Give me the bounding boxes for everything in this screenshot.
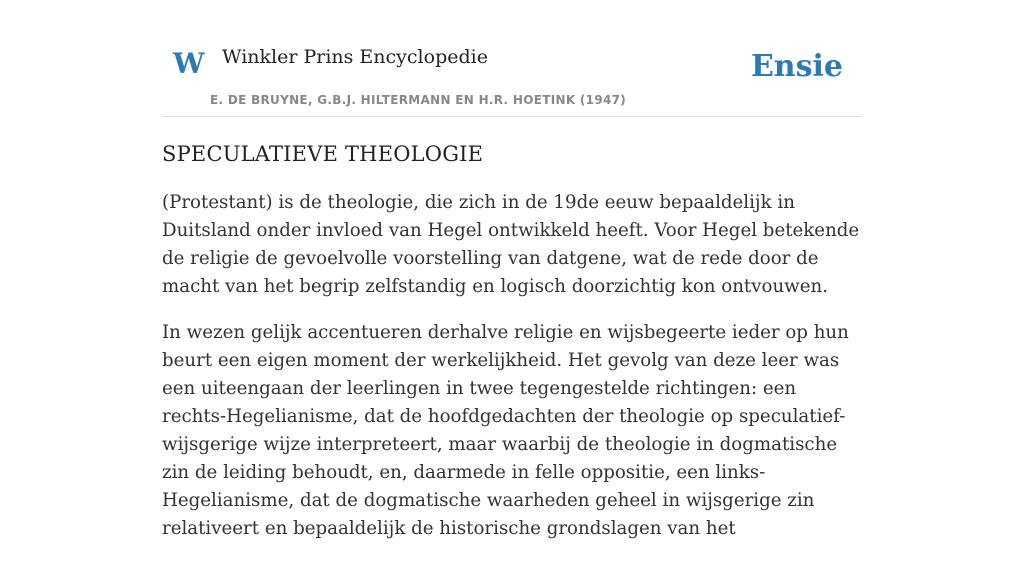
article-paragraph-2: In wezen gelijk accentueren derhalve religie en wijsbegeerte ieder op hun beurt een eigen moment der werkelijkheid. Het gevolg van deze leer was een uiteengaan der leerlingen in twee tegengestelde richtingen: een rechts-Hegelianisme, dat de hoofdgedachten der theologie op speculatief-wijsgerige wijze interpreteert, maar waarbij de theologie in dogmatische zin de leiding behoudt, en, daarmede in felle oppositie, een links-Hegelianisme, dat de dogmatische waarheden geheel in wijsgerige zin relativeert en bepaaldelijk de historische grondslagen van het bbox=[162, 322, 849, 540]
article bbox=[162, 140, 862, 561]
site-header bbox=[162, 0, 862, 117]
article-title: SPECULATIEVE THEOLOGIE bbox=[162, 142, 484, 166]
article-paragraph-1: (Protestant) is de theologie, die zich in de 19de eeuw bepaaldelijk in Duitsland onder invloed van Hegel ontwikkeld heeft. Voor Hegel betekende de religie de gevoelvolle voorstelling van datgene, wat de rede door de macht van het begrip zelfstandig en logisch doorzichtig kon ontvouwen. bbox=[162, 192, 860, 298]
ensie-brand-logo[interactable]: Ensie bbox=[750, 49, 843, 84]
winkler-prins-logo-icon[interactable]: W bbox=[173, 47, 205, 80]
site-title-link[interactable]: Winkler Prins Encyclopedie bbox=[222, 46, 488, 68]
authors-line: E. DE BRUYNE, G.B.J. HILTERMANN EN H.R. HOETINK (1947) bbox=[210, 93, 627, 107]
